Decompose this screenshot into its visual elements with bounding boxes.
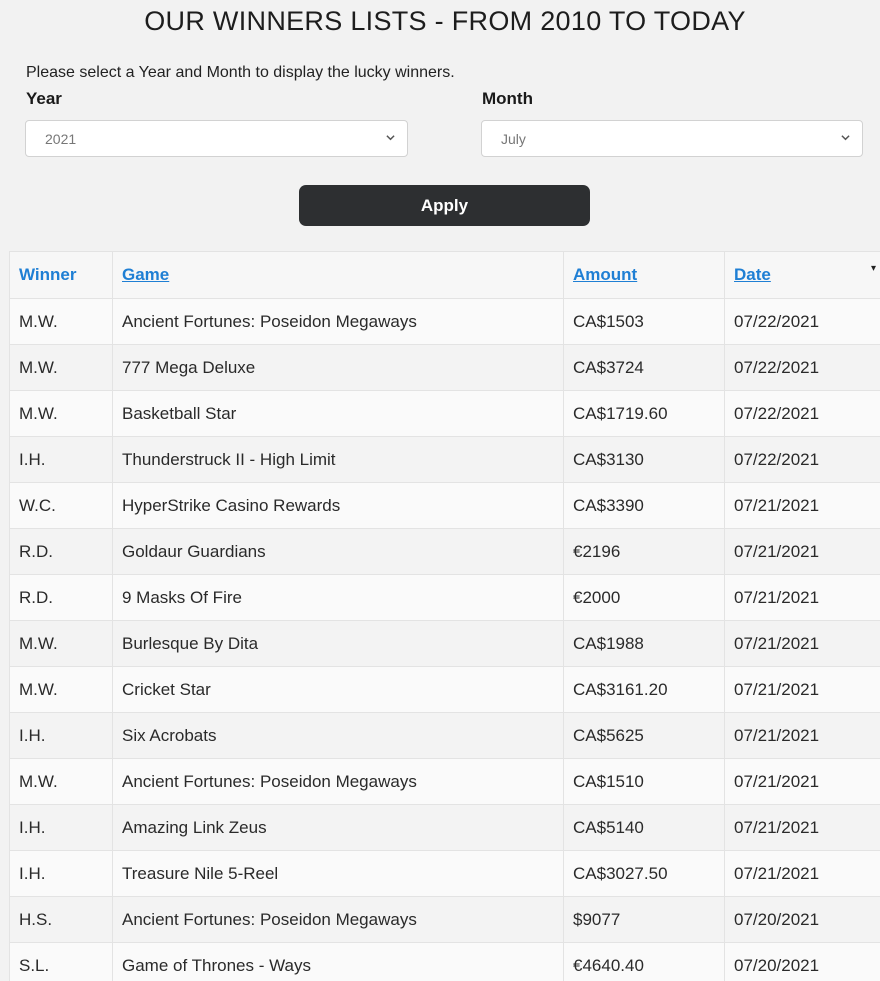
amount-cell: CA$1719.60	[564, 391, 725, 437]
amount-cell: CA$3161.20	[564, 667, 725, 713]
sort-descending-icon: ▾	[870, 263, 876, 274]
amount-cell: CA$5625	[564, 713, 725, 759]
date-cell: 07/21/2021	[725, 713, 880, 759]
table-row	[10, 897, 880, 943]
date-cell: 07/21/2021	[725, 759, 880, 805]
game-sort-link[interactable]: Game	[122, 265, 170, 284]
date-cell: 07/21/2021	[725, 621, 880, 667]
game-cell: Basketball Star	[113, 391, 564, 437]
winner-cell: S.L.	[10, 943, 113, 981]
game-cell: Burlesque By Dita	[113, 621, 564, 667]
winner-cell: I.H.	[10, 851, 113, 897]
winner-cell: M.W.	[10, 345, 113, 391]
amount-cell: CA$5140	[564, 805, 725, 851]
amount-cell: €4640.40	[564, 943, 725, 981]
date-cell: 07/20/2021	[725, 943, 880, 981]
game-cell: Game of Thrones - Ways	[113, 943, 564, 981]
month-select-value: July	[501, 131, 526, 147]
winner-cell: M.W.	[10, 667, 113, 713]
game-cell: Goldaur Guardians	[113, 529, 564, 575]
page-title: OUR WINNERS LISTS - FROM 2010 TO TODAY	[144, 6, 746, 36]
year-label: Year	[26, 89, 62, 108]
date-cell: 07/21/2021	[725, 529, 880, 575]
game-cell: Ancient Fortunes: Poseidon Megaways	[113, 759, 564, 805]
game-cell: Thunderstruck II - High Limit	[113, 437, 564, 483]
table-row	[10, 667, 880, 713]
winner-cell: M.W.	[10, 759, 113, 805]
amount-cell: CA$3390	[564, 483, 725, 529]
game-cell: Cricket Star	[113, 667, 564, 713]
winner-cell: R.D.	[10, 575, 113, 621]
table-row	[10, 437, 880, 483]
column-header-game[interactable]	[113, 252, 564, 299]
amount-cell: $9077	[564, 897, 725, 943]
table-row	[10, 575, 880, 621]
amount-cell: CA$1510	[564, 759, 725, 805]
date-cell: 07/20/2021	[725, 897, 880, 943]
amount-sort-link[interactable]: Amount	[573, 265, 638, 284]
game-cell: 9 Masks Of Fire	[113, 575, 564, 621]
winner-cell: M.W.	[10, 621, 113, 667]
amount-cell: €2000	[564, 575, 725, 621]
amount-cell: CA$1503	[564, 299, 725, 345]
winners-table	[9, 251, 880, 981]
table-row	[10, 805, 880, 851]
table-row	[10, 345, 880, 391]
date-cell: 07/22/2021	[725, 345, 880, 391]
winner-cell: I.H.	[10, 437, 113, 483]
game-cell: Ancient Fortunes: Poseidon Megaways	[113, 897, 564, 943]
winner-cell: W.C.	[10, 483, 113, 529]
game-cell: Ancient Fortunes: Poseidon Megaways	[113, 299, 564, 345]
game-cell: 777 Mega Deluxe	[113, 345, 564, 391]
year-select[interactable]	[25, 120, 408, 157]
date-cell: 07/21/2021	[725, 575, 880, 621]
chevron-down-icon	[386, 133, 395, 142]
amount-cell: CA$1988	[564, 621, 725, 667]
game-cell: HyperStrike Casino Rewards	[113, 483, 564, 529]
winner-cell: M.W.	[10, 391, 113, 437]
date-cell: 07/21/2021	[725, 483, 880, 529]
column-header-amount[interactable]	[564, 252, 725, 299]
winner-cell: H.S.	[10, 897, 113, 943]
game-cell: Six Acrobats	[113, 713, 564, 759]
winner-cell: I.H.	[10, 805, 113, 851]
month-select[interactable]	[481, 120, 863, 157]
table-row	[10, 713, 880, 759]
date-cell: 07/21/2021	[725, 667, 880, 713]
instructions-text: Please select a Year and Month to display the lucky winners.	[26, 64, 455, 81]
winner-cell: R.D.	[10, 529, 113, 575]
chevron-down-icon	[841, 133, 850, 142]
column-header-winner[interactable]	[10, 252, 113, 299]
month-label: Month	[482, 89, 533, 108]
apply-button[interactable]: Apply	[299, 185, 590, 226]
date-cell: 07/22/2021	[725, 391, 880, 437]
amount-cell: CA$3027.50	[564, 851, 725, 897]
winner-sort-link[interactable]: Winner	[19, 265, 77, 284]
table-row	[10, 759, 880, 805]
table-row	[10, 391, 880, 437]
amount-cell: CA$3130	[564, 437, 725, 483]
date-cell: 07/21/2021	[725, 851, 880, 897]
table-row	[10, 529, 880, 575]
game-cell: Treasure Nile 5-Reel	[113, 851, 564, 897]
table-row	[10, 299, 880, 345]
table-row	[10, 943, 880, 981]
column-header-date[interactable]	[725, 252, 880, 299]
date-cell: 07/22/2021	[725, 299, 880, 345]
amount-cell: €2196	[564, 529, 725, 575]
amount-cell: CA$3724	[564, 345, 725, 391]
date-sort-link[interactable]: Date	[734, 265, 771, 284]
game-cell: Amazing Link Zeus	[113, 805, 564, 851]
date-cell: 07/22/2021	[725, 437, 880, 483]
table-header-row	[10, 252, 880, 299]
year-select-value: 2021	[45, 131, 77, 147]
date-cell: 07/21/2021	[725, 805, 880, 851]
winner-cell: I.H.	[10, 713, 113, 759]
table-row	[10, 851, 880, 897]
winner-cell: M.W.	[10, 299, 113, 345]
table-row	[10, 621, 880, 667]
table-row	[10, 483, 880, 529]
